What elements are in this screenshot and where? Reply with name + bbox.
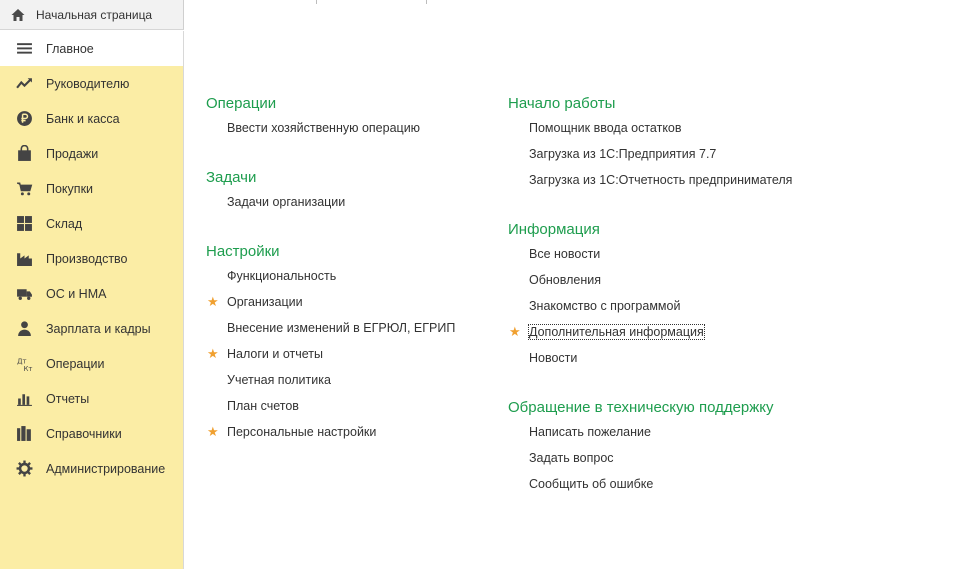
link-all-news[interactable]: Все новости [529, 247, 601, 261]
link-report-bug[interactable]: Сообщить об ошибке [529, 477, 654, 491]
svg-text:Кт: Кт [23, 364, 33, 372]
link-functionality[interactable]: Функциональность [227, 269, 337, 283]
dt-kt-icon [16, 355, 33, 372]
factory-icon [16, 250, 33, 267]
link-egrul-changes[interactable]: Внесение изменений в ЕГРЮЛ, ЕГРИП [227, 321, 456, 335]
top-tab-bar [0, 0, 978, 31]
sidebar-item-label: Администрирование [46, 461, 166, 476]
list-item [206, 341, 496, 367]
sidebar-item-label: Банк и касса [46, 111, 120, 126]
sidebar-item-purchases[interactable] [0, 171, 183, 206]
sidebar-item-directories[interactable] [0, 416, 183, 451]
sidebar-item-bank[interactable] [0, 101, 183, 136]
sidebar-item-sales[interactable] [0, 136, 183, 171]
sidebar-item-label: Операции [46, 356, 105, 371]
home-icon [10, 7, 26, 23]
list-item [508, 141, 848, 167]
link-balances-wizard[interactable]: Помощник ввода остатков [529, 121, 682, 135]
main-panel [185, 31, 978, 569]
section-title: Начало работы [508, 95, 616, 112]
trend-icon [16, 75, 33, 92]
sidebar-item-manager[interactable] [0, 66, 183, 101]
list-item [508, 445, 848, 471]
section-tasks [206, 167, 496, 215]
sidebar-item-label: Отчеты [46, 391, 90, 406]
section-settings [206, 241, 496, 445]
section-title: Задачи [206, 169, 257, 186]
sidebar-item-label: Производство [46, 251, 128, 266]
section-support [508, 397, 848, 497]
link-enter-operation[interactable]: Ввести хозяйственную операцию [227, 121, 421, 135]
link-ask-question[interactable]: Задать вопрос [529, 451, 614, 465]
link-chart-of-accounts[interactable]: План счетов [227, 399, 299, 413]
link-accounting-policy[interactable]: Учетная политика [227, 373, 331, 387]
list-item [206, 419, 496, 445]
section-title: Информация [508, 221, 600, 238]
sidebar-item-label: Покупки [46, 181, 94, 196]
sidebar-item-label: Руководителю [46, 76, 130, 91]
list-item [508, 293, 848, 319]
sidebar-item-salary[interactable] [0, 311, 183, 346]
sidebar-item-label: Главное [46, 41, 94, 56]
sidebar-item-label: ОС и НМА [46, 286, 107, 301]
truck-icon [16, 285, 33, 302]
link-import-reporting[interactable]: Загрузка из 1С:Отчетность предпринимателя [529, 173, 793, 187]
star-icon[interactable]: ★ [509, 324, 521, 339]
link-updates[interactable]: Обновления [529, 273, 601, 287]
list-item [206, 393, 496, 419]
section-start [508, 93, 848, 193]
left-column [206, 93, 496, 457]
list-item [206, 315, 496, 341]
svg-text:Дт: Дт [17, 357, 27, 366]
list-item [508, 345, 848, 371]
tab-home[interactable] [0, 0, 184, 30]
sidebar-item-admin[interactable] [0, 451, 183, 486]
sidebar-item-label: Продажи [46, 146, 99, 161]
shopping-bag-icon [16, 145, 33, 162]
sidebar-item-assets[interactable] [0, 276, 183, 311]
list-item [206, 263, 496, 289]
list-item [508, 115, 848, 141]
menu-lines-icon [16, 40, 33, 57]
sidebar-item-production[interactable] [0, 241, 183, 276]
ruble-icon [16, 110, 33, 127]
link-personal-settings[interactable]: Персональные настройки [227, 425, 377, 439]
section-title: Обращение в техническую поддержку [508, 399, 774, 416]
sidebar-item-main[interactable] [0, 31, 183, 66]
list-item [508, 471, 848, 497]
list-item [508, 419, 848, 445]
sidebar-item-warehouse[interactable] [0, 206, 183, 241]
list-item [508, 267, 848, 293]
list-item [206, 289, 496, 315]
link-intro[interactable]: Знакомство с программой [529, 299, 681, 313]
tab-separator [426, 0, 427, 4]
sidebar [0, 31, 184, 569]
link-taxes-reports[interactable]: Налоги и отчеты [227, 347, 323, 361]
section-title: Операции [206, 95, 277, 112]
link-org-tasks[interactable]: Задачи организации [227, 195, 346, 209]
link-write-wish[interactable]: Написать пожелание [529, 425, 651, 439]
star-icon[interactable]: ★ [207, 294, 219, 309]
sidebar-item-reports[interactable] [0, 381, 183, 416]
books-icon [16, 425, 33, 442]
sidebar-item-label: Зарплата и кадры [46, 321, 151, 336]
grid-icon [16, 215, 33, 232]
list-item [508, 241, 848, 267]
link-news[interactable]: Новости [529, 351, 578, 365]
gear-icon [16, 460, 33, 477]
list-item [508, 319, 848, 345]
person-icon [16, 320, 33, 337]
tab-home-label: Начальная страница [36, 7, 153, 22]
sidebar-item-operations[interactable] [0, 346, 183, 381]
section-info [508, 219, 848, 371]
sidebar-item-label: Склад [46, 216, 83, 231]
link-import-77[interactable]: Загрузка из 1С:Предприятия 7.7 [529, 147, 717, 161]
link-organizations[interactable]: Организации [227, 295, 303, 309]
section-operations [206, 93, 496, 141]
tab-separator [316, 0, 317, 4]
list-item [206, 367, 496, 393]
list-item [206, 115, 496, 141]
sidebar-item-label: Справочники [46, 426, 122, 441]
cart-icon [16, 180, 33, 197]
bar-chart-icon [16, 390, 33, 407]
list-item [508, 167, 848, 193]
link-additional-info[interactable]: Дополнительная информация [529, 325, 704, 339]
right-column [508, 93, 848, 509]
star-icon[interactable]: ★ [207, 424, 219, 439]
section-title: Настройки [206, 243, 280, 260]
list-item [206, 189, 496, 215]
star-icon[interactable]: ★ [207, 346, 219, 361]
